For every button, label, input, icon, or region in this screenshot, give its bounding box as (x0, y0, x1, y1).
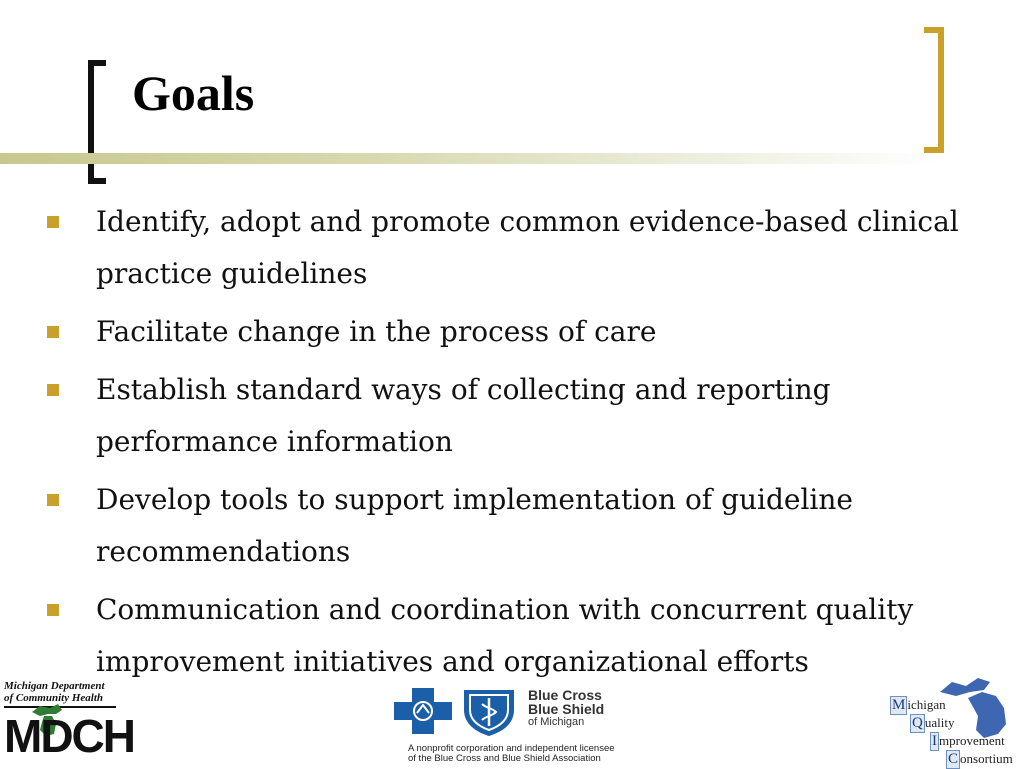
mqic-word-consortium (946, 750, 1013, 769)
bullet-list (44, 196, 994, 694)
square-bullet-icon (47, 604, 59, 616)
mqic-word-rest: uality (924, 715, 955, 730)
square-bullet-icon (47, 326, 59, 338)
bullet-text: Communication and coordination with concurrent quality improvement initiatives and organizational efforts (96, 593, 914, 678)
bcbs-note-line-1: A nonprofit corporation and independent licensee (408, 743, 615, 754)
mdch-line-1: Michigan Department (4, 680, 105, 692)
bullet-item (44, 306, 994, 358)
mqic-word-improvement (930, 732, 1005, 751)
bullet-text: Facilitate change in the process of care (96, 315, 657, 348)
mdch-letters: MDCH (4, 710, 134, 762)
bcbs-region: of Michigan (528, 716, 585, 728)
square-bullet-icon (47, 384, 59, 396)
mqic-word-rest: onsortium (960, 751, 1013, 766)
bcbs-name-line-2: Blue Shield (528, 701, 605, 717)
mdch-department-name (4, 680, 122, 704)
bullet-item (44, 584, 994, 688)
slide-title: Goals (132, 65, 255, 121)
square-bullet-icon (47, 494, 59, 506)
bullet-text: Establish standard ways of collecting and reporting performance information (96, 373, 831, 458)
mqic-initial: I (932, 733, 937, 749)
mqic-logo (888, 670, 1022, 768)
mqic-initial: C (948, 751, 959, 767)
mqic-word-michigan (890, 696, 946, 715)
mqic-word-quality (910, 714, 954, 733)
bcbs-name (528, 688, 604, 716)
bcbs-name-line-1: Blue Cross (528, 687, 602, 703)
square-bullet-icon (47, 216, 59, 228)
title-bracket-right (924, 27, 944, 153)
mqic-initial: M (892, 697, 906, 713)
blue-cross-icon (390, 686, 456, 736)
mqic-word-rest: mprovement (939, 733, 1005, 748)
title-underline-bar (0, 153, 940, 164)
mdch-logo (4, 680, 134, 766)
title-bracket-left (88, 60, 106, 184)
mqic-word-rest: ichigan (907, 697, 946, 712)
bcbs-logo (390, 686, 690, 768)
bullet-item (44, 474, 994, 578)
bullet-text: Develop tools to support implementation of guideline recommendations (96, 483, 853, 568)
bullet-item (44, 196, 994, 300)
bullet-text: Identify, adopt and promote common evidence-based clinical practice guidelines (96, 205, 959, 290)
bcbs-note-line-2: of the Blue Cross and Blue Shield Association (408, 753, 601, 764)
bullet-item (44, 364, 994, 468)
mdch-line-2: of Community Health (4, 692, 104, 704)
bcbs-licensee-note (408, 744, 698, 764)
mqic-initial: Q (912, 715, 923, 731)
blue-shield-icon (460, 686, 518, 738)
